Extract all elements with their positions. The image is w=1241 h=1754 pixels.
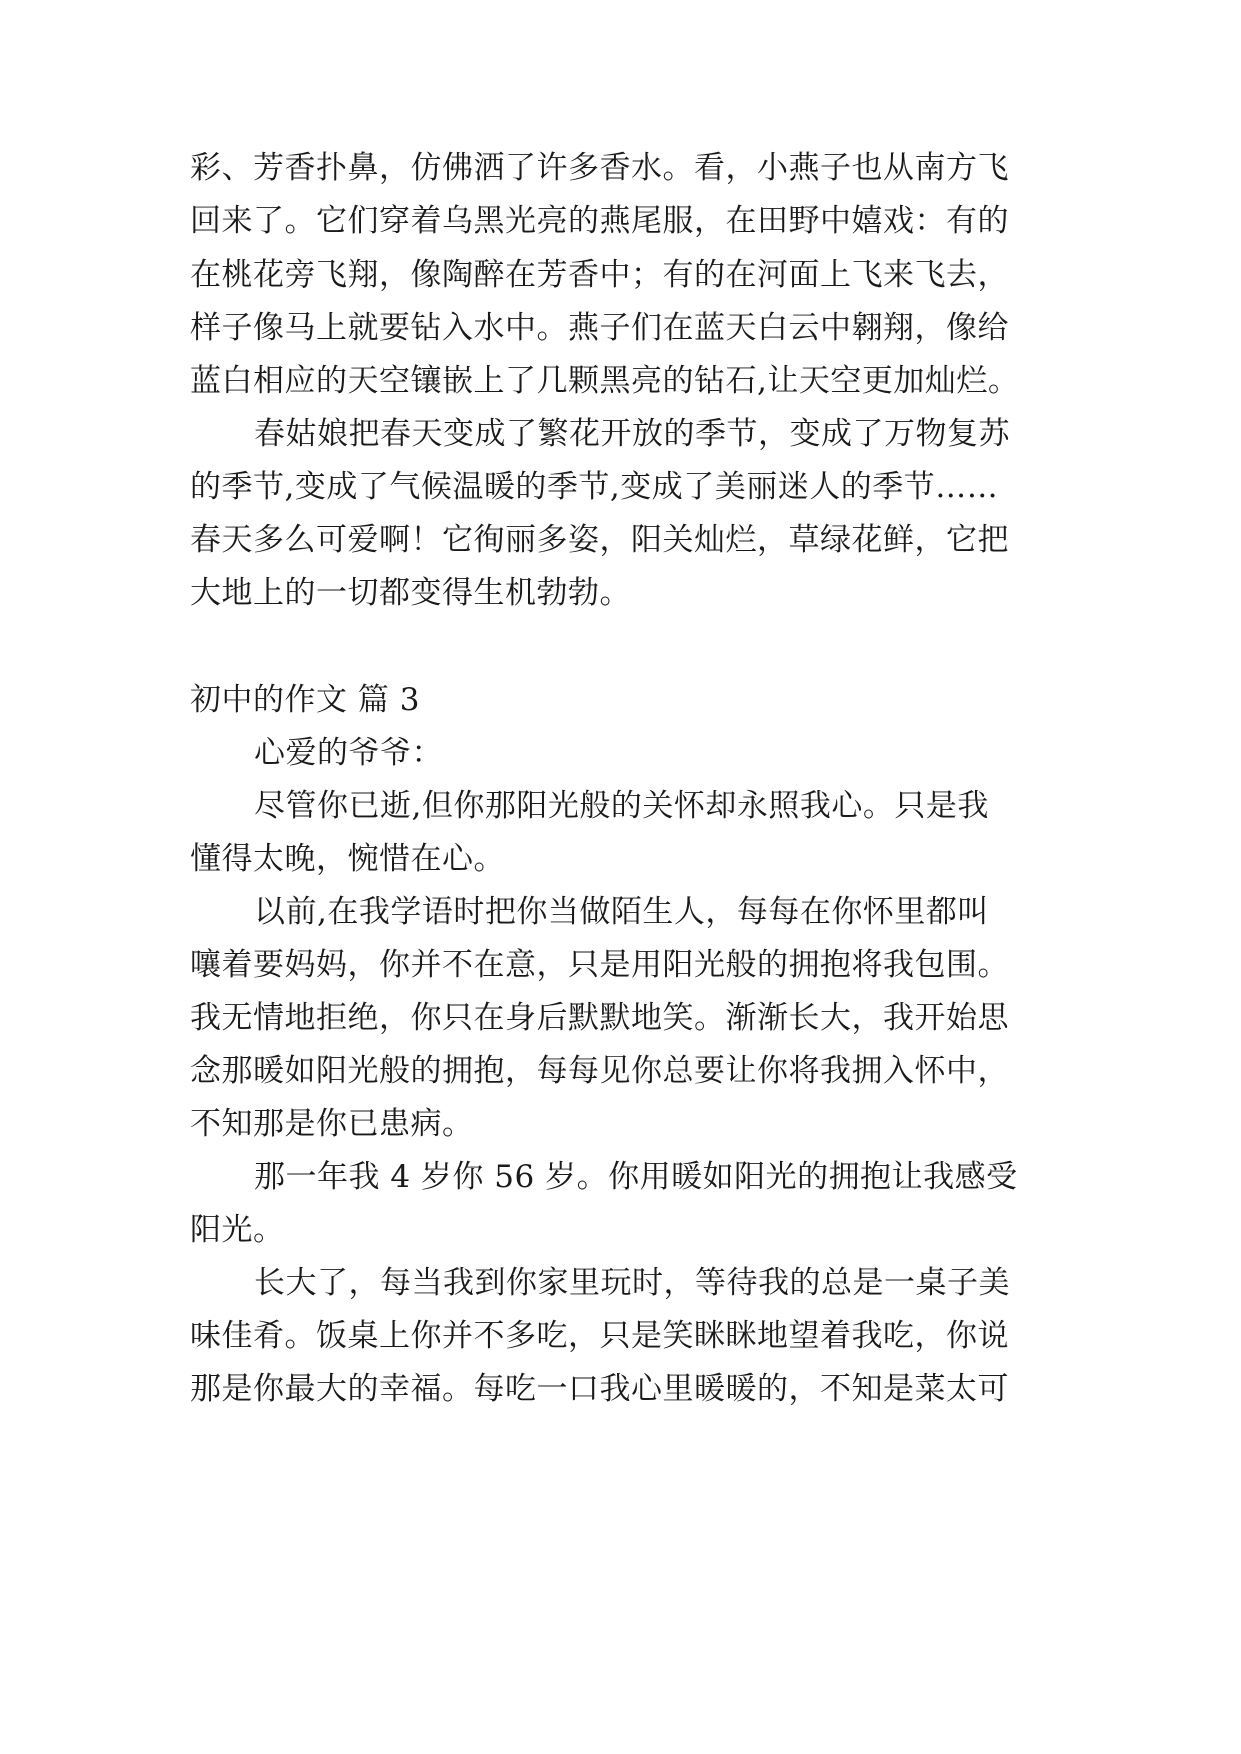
salutation: 心爱的爷爷：	[254, 735, 443, 771]
paragraph-d-line-2: 嚷着要妈妈，你并不在意，只是用阳光般的拥抱将我包围。	[190, 947, 1009, 983]
paragraph-b-line-3: 春天多么可爱啊！它徇丽多姿，阳关灿烂，草绿花鲜，它把	[190, 522, 1009, 558]
section-title: 初中的作文 篇 3	[190, 682, 420, 718]
paragraph-e-line-1: 那一年我 4 岁你 56 岁。你用暖如阳光的拥抱让我感受	[254, 1159, 1018, 1195]
paragraph-b-line-4: 大地上的一切都变得生机勃勃。	[190, 575, 631, 611]
paragraph-d-line-3: 我无情地拒绝，你只在身后默默地笑。渐渐长大，我开始思	[190, 1000, 1009, 1036]
paragraph-a-line-2: 回来了。它们穿着乌黑光亮的燕尾服，在田野中嬉戏：有的	[190, 203, 1009, 239]
paragraph-f-line-2: 味佳肴。饭桌上你并不多吃，只是笑眯眯地望着我吃，你说	[190, 1318, 1009, 1354]
paragraph-a-line-1: 彩、芳香扑鼻，仿佛洒了许多香水。看，小燕子也从南方飞	[190, 150, 1009, 186]
paragraph-d-line-4: 念那暖如阳光般的拥抱，每每见你总要让你将我拥入怀中，	[190, 1053, 1009, 1089]
paragraph-c-line-1: 尽管你已逝,但你那阳光般的关怀却永照我心。只是我	[254, 788, 989, 824]
paragraph-d-line-5: 不知那是你已患病。	[190, 1106, 474, 1142]
paragraph-a-line-5: 蓝白相应的天空镶嵌上了几颗黑亮的钻石,让天空更加灿烂。	[190, 363, 1020, 399]
paragraph-b-line-2: 的季节,变成了气候温暖的季节,变成了美丽迷人的季节……	[190, 469, 999, 505]
paragraph-b-line-1: 春姑娘把春天变成了繁花开放的季节，变成了万物复苏	[254, 416, 1010, 452]
paragraph-a-line-3: 在桃花旁飞翔，像陶醉在芳香中；有的在河面上飞来飞去，	[190, 257, 1009, 293]
paragraph-c-line-2: 懂得太晚，惋惜在心。	[190, 841, 505, 877]
paragraph-d-line-1: 以前,在我学语时把你当做陌生人，每每在你怀里都叫	[254, 894, 989, 930]
paragraph-f-line-1: 长大了，每当我到你家里玩时，等待我的总是一桌子美	[254, 1265, 1010, 1301]
paragraph-a-line-4: 样子像马上就要钻入水中。燕子们在蓝天白云中翱翔，像给	[190, 310, 1009, 346]
paragraph-e-line-2: 阳光。	[190, 1212, 285, 1248]
paragraph-f-line-3: 那是你最大的幸福。每吃一口我心里暖暖的，不知是菜太可	[190, 1371, 1009, 1407]
